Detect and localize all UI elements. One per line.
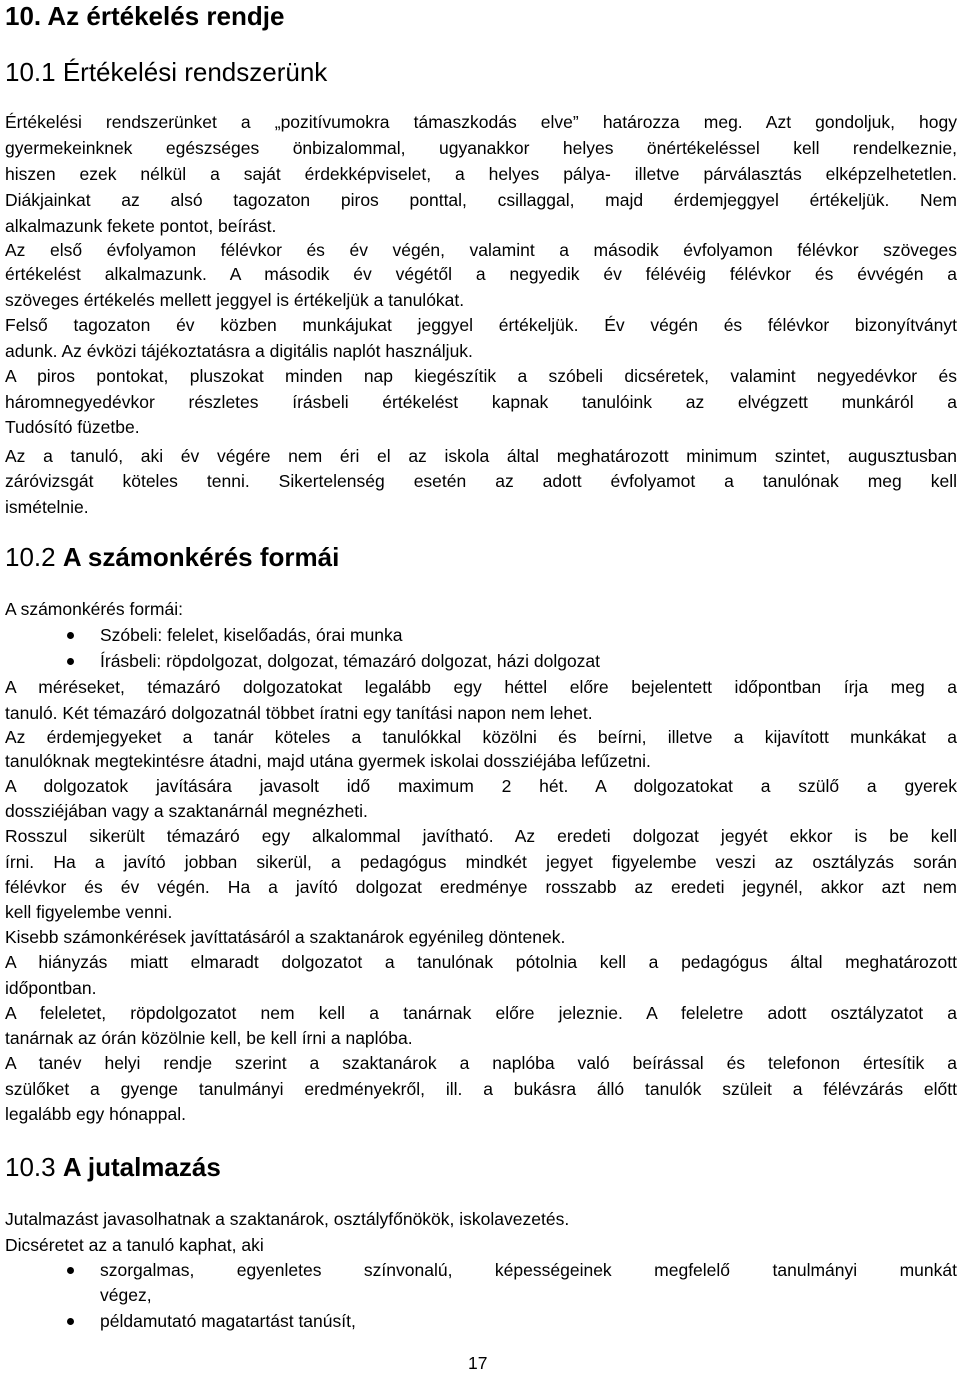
paragraph-line: Felső tagozaton év közben munkájukat jeggyel értékeljük. Év végén és félévkor bizonyítványt bbox=[5, 315, 957, 335]
paragraph-line: A számonkérés formái: bbox=[5, 599, 183, 619]
paragraph-line: Az érdemjegyeket a tanár köteles a tanulókkal közölni és beírni, illetve a kijavított munkákat a bbox=[5, 727, 957, 747]
bullet-dot bbox=[67, 632, 74, 639]
paragraph-line: Diákjainkat az alsó tagozaton piros ponttal, csillaggal, majd érdemjeggyel értékeljük. Nem bbox=[5, 190, 957, 210]
chapter-heading: 10. Az értékelés rendje bbox=[5, 1, 285, 31]
section-title: A számonkérés formái bbox=[62, 542, 340, 572]
section-title: Értékelési rendszerünk bbox=[62, 57, 328, 87]
section-number: 10.1 bbox=[5, 57, 63, 87]
paragraph-line: gyermekeinknek egészséges önbizalommal, ugyanakkor helyes önértékeléssel kell rendelkeznie, bbox=[5, 138, 957, 158]
paragraph-line: ismételnie. bbox=[5, 497, 89, 517]
bullet-item: szorgalmas, egyenletes színvonalú, képességeinek megfelelő tanulmányi munkát bbox=[100, 1260, 957, 1280]
paragraph-line: Dicséretet az a tanuló kaphat, aki bbox=[5, 1235, 264, 1255]
paragraph-line: alkalmazunk fekete pontot, beírást. bbox=[5, 216, 277, 236]
paragraph-line: félévkor és év végén. Ha a javító dolgozat eredménye rosszabb az eredeti jegynél, akkor azt nem bbox=[5, 877, 957, 897]
paragraph-line: záróvizsgát köteles tenni. Sikertelenség esetén az adott évfolyamot a tanulónak meg kell bbox=[5, 471, 957, 491]
paragraph-line: írni. Ha a javító jobban sikerül, a pedagógus mindkét jegyet figyelembe veszi az osztályzás során bbox=[5, 852, 957, 872]
bullet-dot bbox=[67, 658, 74, 665]
paragraph-line: Az a tanuló, aki év végére nem éri el az iskola által meghatározott minimum szintet, augusztusban bbox=[5, 446, 957, 466]
section-heading-10-1 bbox=[5, 56, 957, 88]
paragraph-line: tanárnak az órán közölnie kell, be kell írni a naplóba. bbox=[5, 1028, 413, 1048]
paragraph-line: értékelést alkalmazunk. A második év végétől a negyedik év félévéig félévkor és évvégén a bbox=[5, 264, 957, 284]
paragraph-line: Az első évfolyamon félévkor és év végén, valamint a második évfolyamon félévkor szöveges bbox=[5, 240, 957, 260]
section-heading-10-2 bbox=[5, 541, 957, 573]
bullet-item: példamutató magatartást tanúsít, bbox=[100, 1311, 356, 1331]
paragraph-line: legalább egy hónappal. bbox=[5, 1104, 186, 1124]
bullet-item: Szóbeli: felelet, kiselőadás, órai munka bbox=[100, 625, 403, 645]
bullet-item: Írásbeli: röpdolgozat, dolgozat, témazáró dolgozat, házi dolgozat bbox=[100, 651, 601, 671]
paragraph-line: A feleletet, röpdolgozatot nem kell a tanárnak előre jeleznie. A feleletre adott osztályzatot a bbox=[5, 1003, 957, 1023]
paragraph-line: dossziéjában vagy a szaktanárnál megnézheti. bbox=[5, 801, 368, 821]
paragraph-line: szülőket a gyenge tanulmányi eredményekről, ill. a bukásra álló tanulók szüleit a félévzárás előtt bbox=[5, 1079, 957, 1099]
paragraph-line: Jutalmazást javasolhatnak a szaktanárok, osztályfőnökök, iskolavezetés. bbox=[5, 1209, 570, 1229]
section-number: 10.3 bbox=[5, 1152, 63, 1182]
paragraph-line: adunk. Az évközi tájékoztatásra a digitális naplót használjuk. bbox=[5, 341, 473, 361]
section-heading-10-3 bbox=[5, 1151, 957, 1183]
paragraph-line: A piros pontokat, pluszokat minden nap kiegészítik a szóbeli dicséretek, valamint negyedévkor és bbox=[5, 366, 957, 386]
page-number: 17 bbox=[468, 1353, 488, 1373]
paragraph-line: A tanév helyi rendje szerint a szaktanárok a naplóba való beírással és telefonon értesítik a bbox=[5, 1053, 957, 1073]
paragraph-line: háromnegyedévkor részletes írásbeli értékelést kapnak tanulóink az elvégzett munkáról a bbox=[5, 392, 957, 412]
section-title: A jutalmazás bbox=[62, 1152, 221, 1182]
paragraph-line: A méréseket, témazáró dolgozatokat legalább egy héttel előre bejelentett időpontban írja meg a bbox=[5, 677, 957, 697]
paragraph-line: kell figyelembe venni. bbox=[5, 902, 173, 922]
paragraph-line: Kisebb számonkérések javíttatásáról a szaktanárok egyénileg döntenek. bbox=[5, 927, 566, 947]
paragraph-line: Rosszul sikerült témazáró egy alkalommal javítható. Az eredeti dolgozat jegyét ekkor is be kell bbox=[5, 826, 957, 846]
section-number: 10.2 bbox=[5, 542, 63, 572]
paragraph-line: Értékelési rendszerünket a „pozitívumokra támaszkodás elve” határozza meg. Azt gondoljuk, hogy bbox=[5, 112, 957, 132]
paragraph-line: tanulóknak megtekintésre átadni, majd utána gyermek iskolai dossziéjába lefűzetni. bbox=[5, 751, 651, 771]
bullet-dot bbox=[67, 1267, 74, 1274]
paragraph-line: Tudósító füzetbe. bbox=[5, 417, 140, 437]
paragraph-line: A dolgozatok javítására javasolt idő maximum 2 hét. A dolgozatokat a szülő a gyerek bbox=[5, 776, 957, 796]
bullet-item-continuation: végez, bbox=[100, 1285, 152, 1305]
paragraph-line: hiszen ezek nélkül a saját érdekképviselet, a helyes pálya- illetve párválasztás elképzelhetetlen. bbox=[5, 164, 957, 184]
paragraph-line: tanuló. Két témazáró dolgozatnál többet íratni egy tanítási napon nem lehet. bbox=[5, 703, 593, 723]
bullet-dot bbox=[67, 1318, 74, 1325]
paragraph-line: A hiányzás miatt elmaradt dolgozatot a tanulónak pótolnia kell a pedagógus által meghatározott bbox=[5, 952, 957, 972]
paragraph-line: szöveges értékelés mellett jeggyel is értékeljük a tanulókat. bbox=[5, 290, 465, 310]
paragraph-line: időpontban. bbox=[5, 978, 97, 998]
